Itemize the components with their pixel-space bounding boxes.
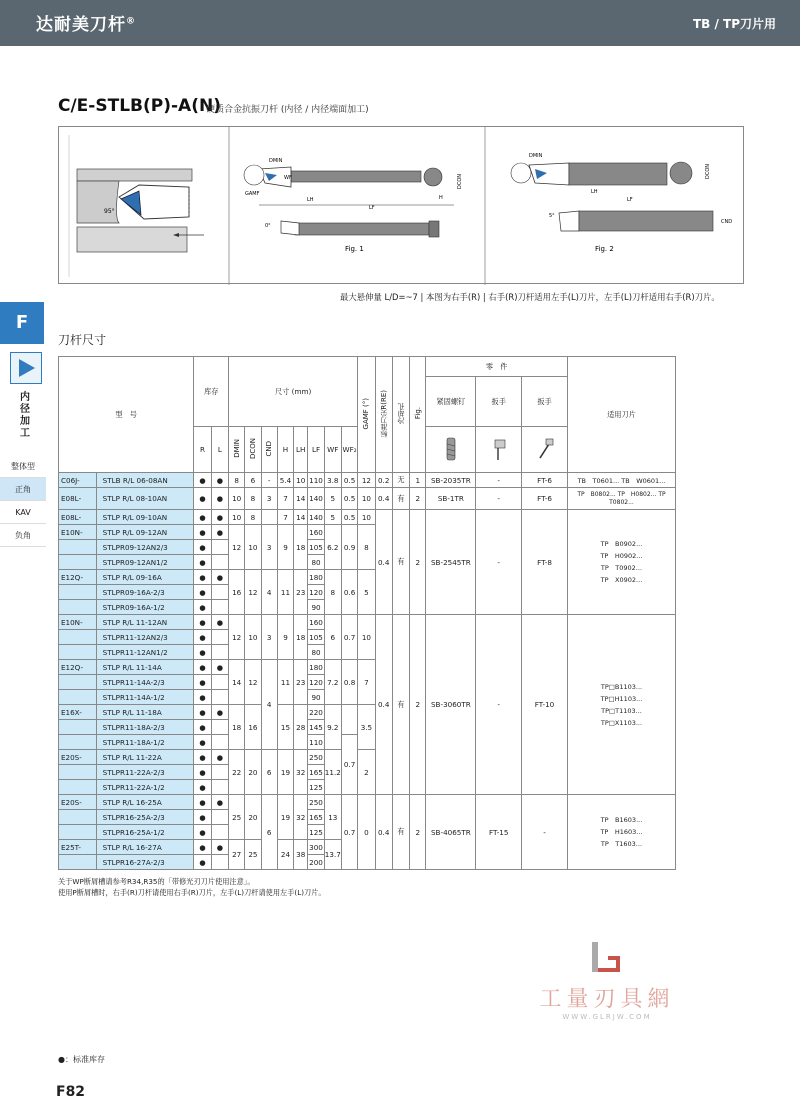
lh-label: LH <box>307 197 314 203</box>
header-dcon: DCON <box>245 427 261 473</box>
h-label: H <box>439 195 443 201</box>
header-l: L <box>211 427 228 473</box>
chapter-tab-f[interactable]: F <box>0 302 44 344</box>
header-re: 标准刀尖R(RE) <box>375 357 392 473</box>
table-row: STLPR16-25A-1/2 ● 125 <box>59 825 676 840</box>
header-parts: 零 件 <box>426 357 568 377</box>
table-notes: 关于WP断屑槽请参考R34,R35的「带修光刃刀片使用注意」。 使用P断屑槽时，右手(R)刀杆请使用右手(R)刀片，左手(L)刀杆请使用左手(L)刀片。 <box>58 877 326 897</box>
fig2-lh-label: LH <box>591 189 598 195</box>
table-row: STLPR11-22A-1/2 ● 125 <box>59 780 676 795</box>
table-row: E08L- STLP R/L 09-10AN ● ● 10 8 7 14 140 5 0.5 10 0.4 有 2 SB-2545TR - FT-8 TP B0902... TP H0902... TP T0902... TP X0902... <box>59 510 676 525</box>
side-vertical-label: 内径加工 <box>20 392 30 439</box>
header-stock: 库存 <box>194 357 229 427</box>
lf-label: LF <box>369 205 375 211</box>
gamf-label: GAMF <box>245 191 260 197</box>
table-row: STLPR11-14A-2/3 ● 120 <box>59 675 676 690</box>
header-cnd: CND <box>261 427 277 473</box>
top-header-bar <box>0 0 800 46</box>
spec-table <box>58 356 676 870</box>
header-wrench1: 扳手 <box>476 377 522 427</box>
table-row: E12Q- STLP R/L 11-14A ● ● 14 12 4 11 23 180 7.2 0.8 7 <box>59 660 676 675</box>
screw-icon <box>426 427 476 473</box>
angle-0-label: 0° <box>265 223 271 229</box>
header-wf2: WF₂ <box>341 427 357 473</box>
table-row: E16X- STLP R/L 11-18A ● ● 18 16 15 28 220 9.2 3.5 <box>59 705 676 720</box>
header-lh: LH <box>294 427 308 473</box>
wf-label: WF <box>284 175 292 181</box>
drawing-caption: 最大悬伸量 L/D=~7 | 本图为右手(R) | 右手(R)刀杆适用左手(L)刀片，左手(L)刀杆适用右手(R)刀片。 <box>340 292 720 302</box>
header-wf: WF <box>324 427 341 473</box>
dmin-label: DMIN <box>269 158 283 164</box>
table-row: E20S- STLP R/L 16-25A ● ● 25 20 6 19 32 250 13 0.7 0 0.4 有 2 SB-4065TR FT-15 - TP B1603... TP H1603... TP T1603... <box>59 795 676 810</box>
table-row: STLPR16-27A-2/3 ● 200 <box>59 855 676 870</box>
side-menu <box>0 455 46 547</box>
table-row: STLPR11-18A-2/3 ● 145 <box>59 720 676 735</box>
table-row: STLPR09-16A-2/3 ● 120 <box>59 585 676 600</box>
table-row: E08L- STLP R/L 08-10AN ● ● 10 8 3 7 14 140 5 0.5 10 0.4 有 2 SB-1TR - FT-6 TP B0802... TP H0802... TP T0802... <box>59 488 676 510</box>
table-row: STLPR09-16A-1/2 ● 90 <box>59 600 676 615</box>
fig2-dcon-label: DCON <box>705 163 711 179</box>
header-screw: 紧固螺钉 <box>426 377 476 427</box>
page-number: F82 <box>56 1084 86 1100</box>
header-h: H <box>277 427 293 473</box>
internal-turning-icon <box>10 352 42 384</box>
key-icon <box>522 427 568 473</box>
fig1-diagram <box>229 127 485 285</box>
table-row: STLPR09-12AN1/2 ● 80 <box>59 555 676 570</box>
header-dmin: DMIN <box>229 427 245 473</box>
header-model: 型 号 <box>59 357 194 473</box>
table-row: STLPR11-12AN1/2 ● 80 <box>59 645 676 660</box>
fig2-lf-label: LF <box>627 197 633 203</box>
fig2-dmin-label: DMIN <box>529 153 543 159</box>
header-gamf: GAMF (°) <box>358 357 375 473</box>
wrench-icon <box>476 427 522 473</box>
fig1-label: Fig. 1 <box>345 245 364 253</box>
header-insert: 适用刀片 <box>567 357 675 473</box>
legend: ●：标准库存 <box>58 1055 105 1064</box>
watermark-logo-icon <box>532 940 682 982</box>
header-coolant: 冷却孔 <box>392 357 409 473</box>
side-menu-item-positive[interactable]: 正角 <box>0 478 46 501</box>
table-row: E12Q- STLP R/L 09-16A ● ● 16 12 4 11 23 180 8 0.6 5 <box>59 570 676 585</box>
page-title: C/E-STLB(P)-A(N) <box>58 96 221 116</box>
table-row: STLPR16-25A-2/3 ● 165 <box>59 810 676 825</box>
dcon-label: DCON <box>457 173 463 189</box>
side-menu-item-kav[interactable]: KAV <box>0 501 46 524</box>
brand-title: 达耐美刀杆® <box>36 15 136 35</box>
angle-95-label: 95° <box>104 208 115 215</box>
table-row: STLPR11-12AN2/3 ● 105 <box>59 630 676 645</box>
header-fig: Fig. <box>410 357 426 473</box>
insert-list-g3: TP B1603... TP H1603... TP T1603... <box>567 795 675 870</box>
table-row: E25T- STLP R/L 16-27A ● ● 27 25 24 38 300 13.7 <box>59 840 676 855</box>
header-dims: 尺寸 (mm) <box>229 357 358 427</box>
fig2-label: Fig. 2 <box>595 245 614 253</box>
table-row: STLPR09-12AN2/3 ● 105 <box>59 540 676 555</box>
section-label: TB / TP刀片用 <box>692 17 776 31</box>
header-lf: LF <box>308 427 324 473</box>
angle-5-label: 5° <box>549 213 555 219</box>
cnd-label: CND <box>721 219 733 225</box>
page-subtitle: 硬质合金抗振刀杆 (内径 / 内径端面加工) <box>206 105 369 115</box>
watermark: 工量刃具網 WWW.GLRJW.COM <box>532 940 682 1021</box>
side-menu-item-negative[interactable]: 负角 <box>0 524 46 547</box>
table-row: E10N- STLP R/L 11-12AN ● ● 12 10 3 9 18 160 6 0.7 10 0.4 有 2 SB-3060TR - FT-10 TP□B1103... TP□H1103... TP□T1103... TP□X1103... <box>59 615 676 630</box>
application-diagram <box>69 135 204 277</box>
table-row: E20S- STLP R/L 11-22A ● ● 22 20 6 19 32 250 11.2 2 <box>59 750 676 765</box>
header-r: R <box>194 427 211 473</box>
fig2-diagram <box>511 153 732 253</box>
side-menu-item-solid[interactable]: 整体型 <box>0 455 46 478</box>
table-row: STLPR11-22A-2/3 ● 165 <box>59 765 676 780</box>
section-title: 刀杆尺寸 <box>58 333 107 347</box>
table-row: C06J- STLB R/L 06-08AN ● ● 8 6 - 5.4 10 110 3.8 0.5 12 0.2 无 1 SB-2035TR - FT-6 TB T0601... TB W0601... <box>59 473 676 488</box>
technical-drawing <box>58 126 744 284</box>
insert-list-g2: TP□B1103... TP□H1103... TP□T1103... TP□X1103... <box>567 615 675 795</box>
insert-list-g1: TP B0902... TP H0902... TP T0902... TP X0902... <box>567 510 675 615</box>
table-row: STLPR11-18A-1/2 ● 110 0.7 <box>59 735 676 750</box>
header-wrench2: 扳手 <box>522 377 568 427</box>
table-row: STLPR11-14A-1/2 ● 90 <box>59 690 676 705</box>
table-row: E10N- STLP R/L 09-12AN ● ● 12 10 3 9 18 160 6.2 0.9 8 <box>59 525 676 540</box>
